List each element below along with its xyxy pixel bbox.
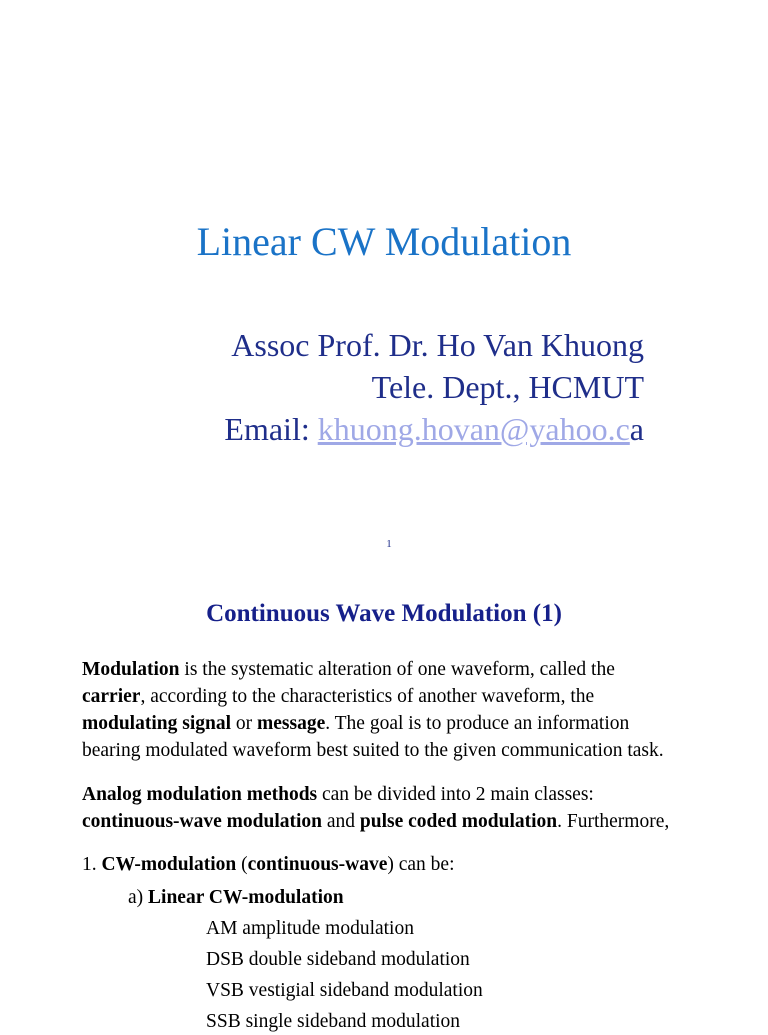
text: . Furthermore,: [557, 811, 670, 832]
term-linear-cw: Linear CW-modulation: [148, 887, 344, 908]
paragraph-modulation: [82, 656, 732, 764]
term-message: message: [257, 713, 326, 734]
list-number: 1.: [82, 854, 102, 875]
term-modulating-signal: modulating signal: [82, 713, 232, 734]
term-cw-modulation: CW-modulation: [101, 854, 237, 875]
term-modulation: Modulation: [82, 659, 180, 680]
text: ) can be:: [387, 854, 455, 875]
email-line: [224, 408, 644, 450]
term-pulse-coded: pulse coded modulation: [359, 811, 558, 832]
term-carrier: carrier: [82, 686, 141, 707]
list-item: SSB single sideband modulation: [206, 1011, 461, 1032]
page-number: 1: [386, 538, 392, 550]
list-item: DSB double sideband modulation: [206, 949, 470, 970]
term-continuous-wave-2: continuous-wave: [247, 854, 388, 875]
author-block: [224, 324, 644, 450]
list-item: AM amplitude modulation: [206, 918, 414, 939]
section-title: Continuous Wave Modulation (1): [206, 600, 562, 627]
list-item: VSB vestigial sideband modulation: [206, 980, 483, 1001]
text: can be divided into 2 main classes:: [317, 784, 594, 805]
department: Tele. Dept., HCMUT: [371, 369, 644, 405]
email-label: Email:: [224, 411, 318, 447]
email-link[interactable]: khuong.hovan@yahoo.c: [317, 411, 630, 447]
list-item-cw: [82, 851, 455, 878]
text: (: [236, 854, 248, 875]
term-continuous-wave: continuous-wave modulation: [82, 811, 322, 832]
author-name: Assoc Prof. Dr. Ho Van Khuong: [231, 327, 644, 363]
term-analog-modulation: Analog modulation methods: [82, 784, 318, 805]
text: and: [322, 811, 360, 832]
text: , according to the characteristics of another waveform, the: [140, 686, 595, 707]
text: or: [231, 713, 258, 734]
text: bearing modulated waveform best suited to the given communication task.: [82, 740, 664, 761]
text: is the systematic alteration of one waveform, called the: [179, 659, 615, 680]
text: . The goal is to produce an information: [325, 713, 630, 734]
paragraph-analog-methods: [82, 781, 732, 835]
list-subitem-linear: [128, 884, 344, 911]
list-letter: a): [128, 887, 149, 908]
email-suffix: a: [629, 411, 644, 447]
slide-title: Linear CW Modulation: [196, 219, 572, 264]
